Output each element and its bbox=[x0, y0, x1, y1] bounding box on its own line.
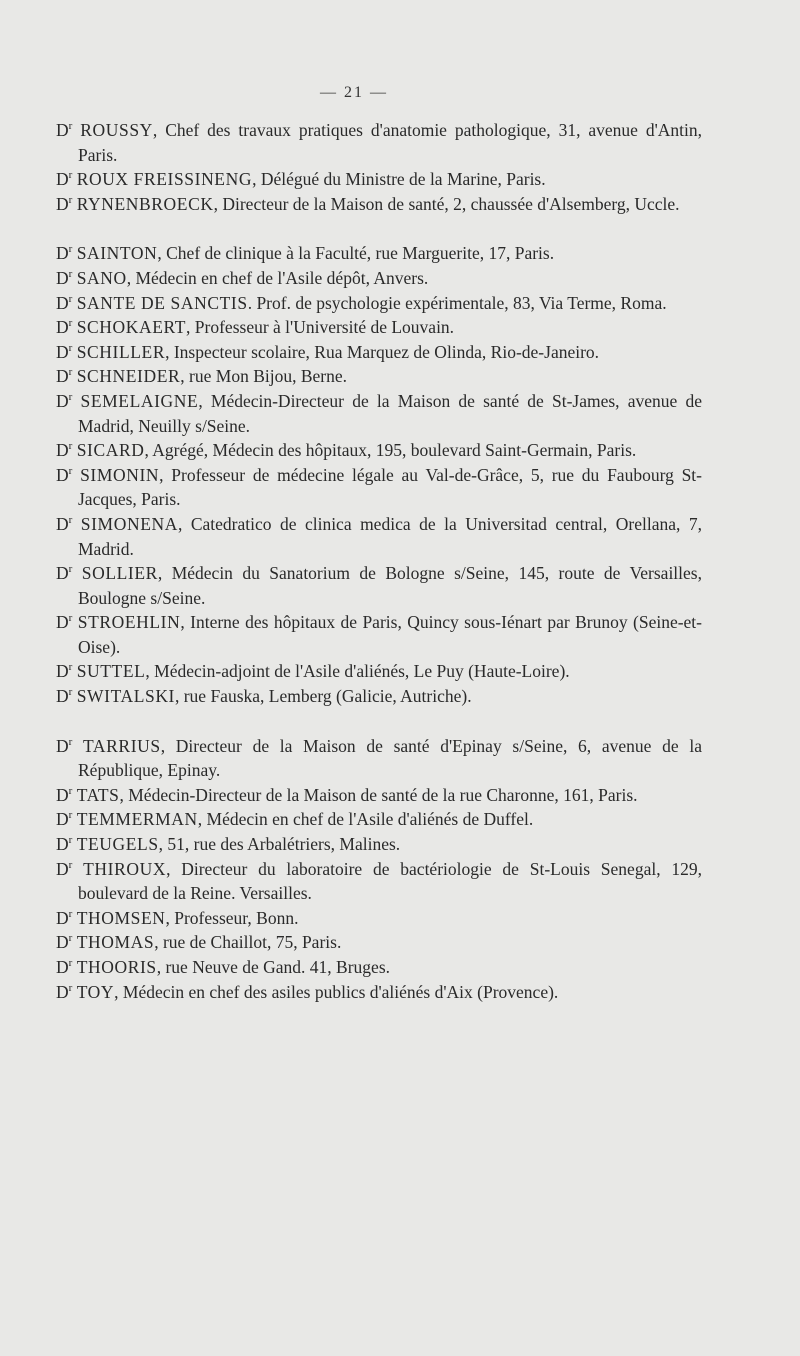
member-details: , Catedratico de clinica medica de la Universitad central, Orellana, 7, Madrid. bbox=[78, 513, 702, 559]
list-item bbox=[56, 659, 702, 684]
list-item bbox=[56, 783, 702, 808]
member-name: THOORIS bbox=[76, 957, 157, 977]
list-item bbox=[56, 118, 702, 167]
member-details: , Médecin en chef de l'Asile dépôt, Anvers. bbox=[126, 267, 429, 288]
doctor-title: $D^r$ bbox=[56, 784, 73, 805]
doctor-title: $D^r$ bbox=[56, 366, 73, 387]
member-details: , rue Fauska, Lemberg (Galicie, Autriche). bbox=[174, 686, 472, 707]
member-name: SAINTON bbox=[76, 243, 158, 264]
list-item bbox=[56, 167, 702, 192]
member-details: , Directeur de la Maison de santé d'Epinay s/Seine, 6, avenue de la République, Epinay. bbox=[78, 735, 703, 781]
doctor-title: $D^r$ bbox=[56, 957, 73, 977]
doctor-title: $D^r$ bbox=[56, 612, 73, 633]
member-name: SANO bbox=[76, 267, 127, 288]
list-item bbox=[56, 980, 702, 1005]
member-name: SIMONENA bbox=[80, 513, 178, 534]
list-item bbox=[56, 364, 702, 389]
member-details: , Professeur, Bonn. bbox=[165, 907, 299, 928]
list-item bbox=[56, 438, 702, 463]
doctor-title: $D^r$ bbox=[56, 686, 73, 707]
list-item bbox=[56, 340, 702, 365]
member-name: THOMAS bbox=[76, 932, 155, 953]
member-name: THIROUX bbox=[83, 858, 167, 879]
doctor-title: $D^r$ bbox=[56, 981, 73, 1002]
member-name: ROUX FREISSINENG bbox=[76, 169, 253, 190]
member-name: STROEHLIN bbox=[77, 612, 181, 633]
list-item bbox=[56, 291, 702, 316]
doctor-title: $D^r$ bbox=[56, 661, 73, 682]
list-item bbox=[56, 389, 702, 438]
doctor-title: $D^r$ bbox=[56, 390, 73, 411]
doctor-title: $D^r$ bbox=[56, 193, 73, 214]
member-details: , Inspecteur scolaire, Rua Marquez de Olinda, Rio-de-Janeiro. bbox=[165, 341, 600, 362]
list-item bbox=[56, 315, 702, 340]
doctor-title: $D^r$ bbox=[56, 440, 73, 461]
member-details: , Agrégé, Médecin des hôpitaux, 195, boulevard Saint-Germain, Paris. bbox=[144, 440, 637, 461]
member-list bbox=[56, 118, 702, 1004]
doctor-title: $D^r$ bbox=[56, 563, 73, 584]
member-name: SCHILLER bbox=[76, 341, 166, 362]
doctor-title: $D^r$ bbox=[56, 834, 73, 855]
doctor-title: $D^r$ bbox=[56, 932, 73, 953]
member-name: SEMELAIGNE bbox=[80, 390, 199, 411]
list-item bbox=[56, 512, 702, 561]
member-name: ROUSSY bbox=[80, 120, 153, 140]
member-details: , Chef de clinique à la Faculté, rue Marguerite, 17, Paris. bbox=[157, 243, 555, 264]
doctor-title: $D^r$ bbox=[56, 317, 73, 338]
member-details: , rue de Chaillot, 75, Paris. bbox=[154, 932, 342, 953]
doctor-title: $D^r$ bbox=[56, 120, 73, 140]
list-item bbox=[56, 930, 702, 955]
member-details: , Médecin-Directeur de la Maison de santé de la rue Charonne, 161, Paris. bbox=[119, 784, 638, 805]
member-name: TARRIUS bbox=[83, 735, 161, 756]
member-details: , Médecin du Sanatorium de Bologne s/Seine, 145, route de Versailles, Boulogne s/Seine. bbox=[78, 563, 702, 608]
member-name: TEUGELS bbox=[76, 834, 159, 855]
doctor-title: $D^r$ bbox=[56, 341, 73, 362]
member-details: , Professeur de médecine légale au Val-de-Grâce, 5, rue du Faubourg St-Jacques, Paris. bbox=[78, 464, 702, 510]
member-name: TOY bbox=[76, 981, 115, 1002]
list-item bbox=[56, 561, 702, 610]
member-details: , Délégué du Ministre de la Marine, Paris. bbox=[252, 169, 546, 190]
list-item bbox=[56, 807, 702, 832]
member-name: SOLLIER bbox=[81, 563, 158, 584]
list-item bbox=[56, 684, 702, 709]
member-name: SIMONIN bbox=[80, 464, 160, 485]
list-item bbox=[56, 857, 702, 906]
list-item bbox=[56, 610, 702, 659]
member-name: THOMSEN bbox=[76, 907, 166, 928]
list-item bbox=[56, 266, 702, 291]
member-details: , rue Neuve de Gand. 41, Bruges. bbox=[156, 957, 391, 977]
doctor-title: $D^r$ bbox=[56, 292, 73, 313]
member-details: , Interne des hôpitaux de Paris, Quincy sous-Iénart par Brunoy (Seine-et-Oise). bbox=[78, 612, 702, 657]
member-name: SCHOKAERT bbox=[76, 317, 187, 338]
list-item bbox=[56, 463, 702, 512]
member-name: SANTE DE SANCTIS bbox=[76, 292, 248, 313]
member-name: SICARD bbox=[76, 440, 145, 461]
doctor-title: $D^r$ bbox=[56, 907, 73, 928]
member-details: , Chef des travaux pratiques d'anatomie pathologique, 31, avenue d'Antin, Paris. bbox=[78, 120, 702, 165]
doctor-title: $D^r$ bbox=[56, 735, 73, 756]
member-name: RYNENBROECK bbox=[76, 193, 214, 214]
member-details: , rue Mon Bijou, Berne. bbox=[180, 366, 348, 387]
page-number: — 21 — bbox=[320, 84, 388, 101]
doctor-title: $D^r$ bbox=[56, 267, 73, 288]
member-details: , Directeur du laboratoire de bactériologie de St-Louis Senegal, 129, boulevard de la Reine. Versailles. bbox=[78, 858, 702, 904]
list-item bbox=[56, 241, 702, 266]
member-details: , Directeur de la Maison de santé, 2, chaussée d'Alsemberg, Uccle. bbox=[213, 193, 680, 214]
member-details: . Prof. de psychologie expérimentale, 83, Via Terme, Roma. bbox=[247, 292, 667, 313]
member-details: , Médecin-Directeur de la Maison de santé de St-James, avenue de Madrid, Neuilly s/Seine. bbox=[78, 390, 702, 436]
doctor-title: $D^r$ bbox=[56, 243, 73, 264]
member-name: SUTTEL bbox=[76, 661, 146, 682]
member-details: , Médecin en chef de l'Asile d'aliénés de Duffel. bbox=[197, 809, 534, 830]
list-item bbox=[56, 906, 702, 931]
list-item bbox=[56, 955, 702, 980]
member-details: , 51, rue des Arbalétriers, Malines. bbox=[158, 834, 401, 855]
member-details: , Médecin en chef des asiles publics d'aliénés d'Aix (Provence). bbox=[114, 981, 559, 1002]
member-name: SWITALSKI bbox=[76, 686, 175, 707]
member-name: SCHNEIDER bbox=[76, 366, 181, 387]
member-name: TEMMERMAN bbox=[76, 809, 198, 830]
doctor-title: $D^r$ bbox=[56, 513, 73, 534]
list-item bbox=[56, 192, 702, 217]
member-name: TATS bbox=[76, 784, 120, 805]
doctor-title: $D^r$ bbox=[56, 809, 73, 830]
doctor-title: $D^r$ bbox=[56, 464, 73, 485]
doctor-title: $D^r$ bbox=[56, 169, 73, 190]
list-item bbox=[56, 832, 702, 857]
list-item bbox=[56, 734, 702, 783]
member-details: , Professeur à l'Université de Louvain. bbox=[186, 317, 455, 338]
member-details: , Médecin-adjoint de l'Asile d'aliénés, Le Puy (Haute-Loire). bbox=[145, 661, 570, 682]
doctor-title: $D^r$ bbox=[56, 858, 73, 879]
